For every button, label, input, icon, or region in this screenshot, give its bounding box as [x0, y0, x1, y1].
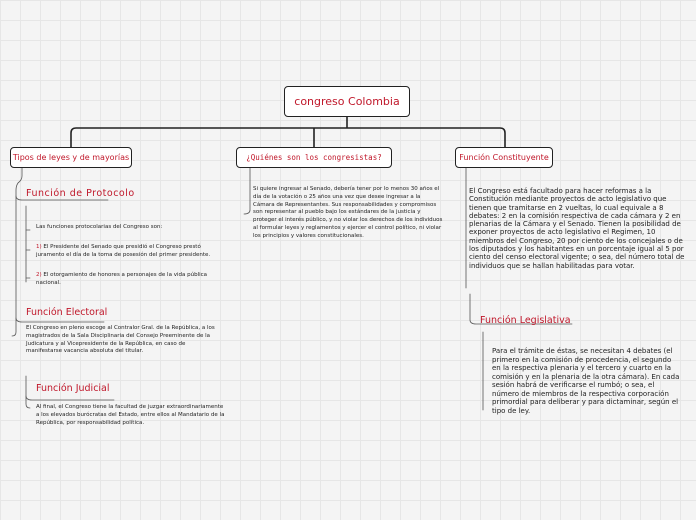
- funcion-protocolo-intro: Las funciones protocolarias del Congreso son:: [36, 224, 163, 230]
- funcion-legislativa-text: Para el trámite de éstas, se necesitan 4 debates (el primero en la comisión de procedencia, el segundo en la respectiva plenaria y el tercero y cuarto en la comisión y en la plenaria de la otra cámara). En cada sesión habrá de verificarse el rumbó; o sea, el número de miembros de la respectiva corporación primordial para deliberar y para dictaminar, según el tipo de ley.: [492, 347, 680, 415]
- item-2-text: El otorgamiento de honores a personajes de la vida pública nacional.: [36, 272, 208, 286]
- root-label: congreso Colombia: [294, 95, 400, 108]
- root-node[interactable]: [284, 86, 410, 117]
- funcion-electoral-title[interactable]: Función Electoral: [26, 307, 108, 318]
- branch-tipos-leyes[interactable]: [10, 147, 132, 168]
- branch-tipos-label: Tipos de leyes y de mayorías: [12, 153, 130, 162]
- funcion-electoral-text: El Congreso en pleno escoge al Contralor Gral. de la República, a los magistrados de la Sala Disciplinaria del Consejo Preeminente de la Judicatura y al Vicepresidente de la República, en caso de manifestarse vacancia absoluta del titular.: [26, 325, 215, 355]
- funcion-protocolo-item-1: [36, 244, 226, 260]
- item-1-number: 1): [36, 244, 42, 250]
- branch-quienes-label: ¿Quiénes son los congresistas?: [246, 153, 382, 162]
- branch-funcion-constituyente[interactable]: [455, 147, 553, 168]
- item-2-number: 2): [36, 272, 42, 278]
- funcion-judicial-title[interactable]: Función Judicial: [36, 383, 110, 394]
- item-1-text: El Presidente del Senado que presidió el Congreso prestó juramento el día de la toma de posesión del primer presidente.: [36, 244, 211, 258]
- branch-quienes-congresistas[interactable]: [236, 147, 392, 168]
- funcion-judicial-text: Al final, el Congreso tiene la facultad de juzgar extraordinariamente a los elevados burócratas del Estado, entre ellos al Mandatario de la República, por responsabilidad política.: [36, 404, 225, 426]
- funcion-legislativa-title[interactable]: Función Legislativa: [480, 315, 571, 326]
- funcion-constituyente-text: El Congreso está facultado para hacer reformas a la Constitución mediante proyectos de acto legislativo que tienen que tramitarse en 2 vueltas, lo cual equivale a 8 debates: 2 en la comisión respectiva de cada cámara y 2 en plenarias de la Cámara y el Senado. Tienen la posibilidad de exponer proyectos de acto legislativo el Regimen, 10 miembros del Congreso, 20 por ciento de los concejales o de los diputados y los habitantes en un porcentaje igual al 5 por ciento del censo electoral vigente; o sea, del número total de individuos que se hallan habilitadas para votar.: [469, 187, 685, 270]
- funcion-protocolo-title[interactable]: Función de Protocolo: [26, 188, 135, 199]
- quienes-text: Si quiere ingresar al Senado, debería tener por lo menos 30 años el día de la votación o 25 años una vez que desee ingresar a la Cámara de Representantes. Sus responsabilidades y compromisos son representar al pueblo bajo los estándares de la justicia y proteger el interés público, y no violar los derechos de los individuos al formular leyes y reglamentos y ejercer el control político, ni violar los principios y valores constitucionales.: [253, 186, 443, 239]
- branch-constituyente-label: Función Constituyente: [459, 153, 549, 162]
- funcion-protocolo-item-2: [36, 272, 226, 288]
